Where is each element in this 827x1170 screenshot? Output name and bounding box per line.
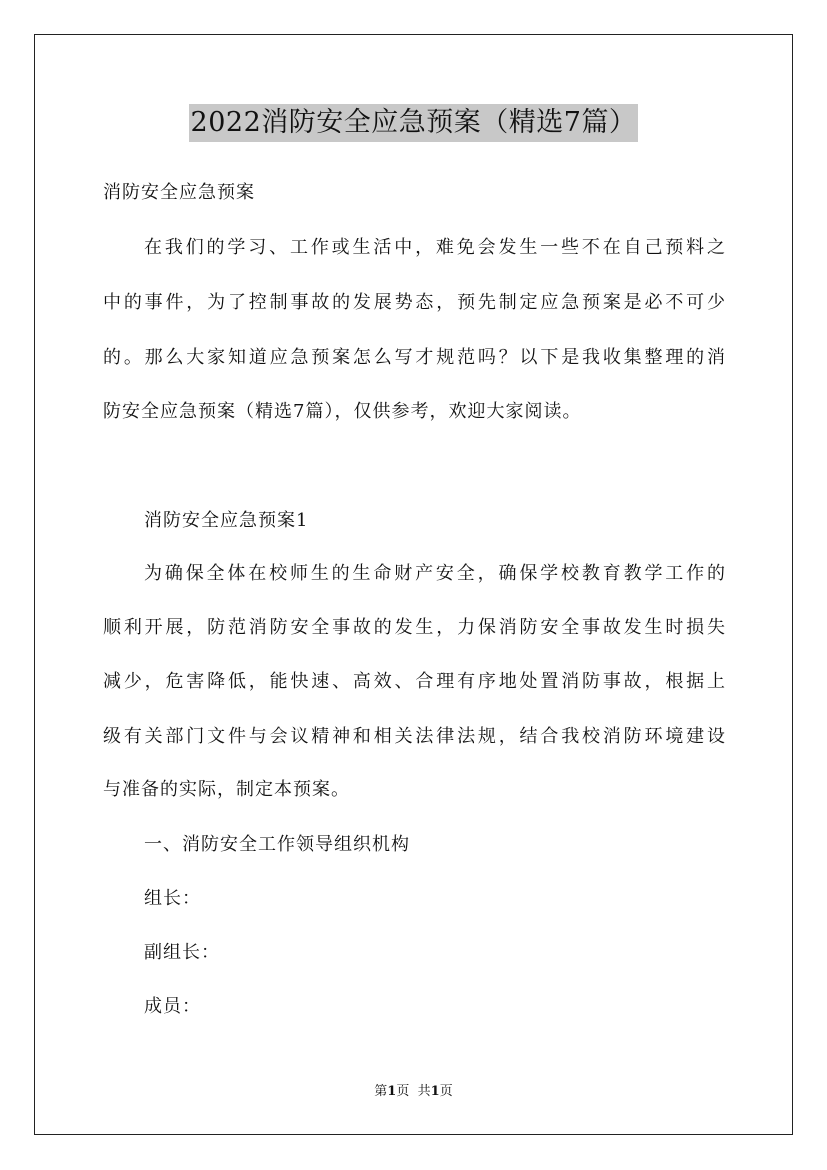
footer-page-prefix: 第 [374,1084,388,1099]
section1-line-2: 顺利开展，防范消防安全事故的发生，力保消防安全事故发生时损失 [103,617,726,638]
section-heading-1: 消防安全应急预案1 [144,510,309,531]
intro-line-2: 中的事件，为了控制事故的发展势态，预先制定应急预案是必不可少 [103,292,726,313]
footer-total-number: 1 [430,1084,440,1099]
org-heading: 一、消防安全工作领导组织机构 [144,834,410,855]
role-deputy: 副组长： [144,942,220,963]
section1-line-4: 级有关部门文件与会议精神和相关法律法规，结合我校消防环境建设 [103,726,726,747]
role-leader: 组长： [144,888,201,909]
footer-total-prefix: 共 [417,1084,431,1099]
intro-line-1: 在我们的学习、工作或生活中，难免会发生一些不在自己预料之 [144,237,726,258]
section1-line-5: 与准备的实际，制定本预案。 [103,779,350,800]
title-container [0,104,827,142]
page-footer [0,1083,827,1101]
footer-page-suffix: 页 [396,1084,410,1099]
footer-page-number: 1 [387,1084,397,1099]
intro-line-4: 防安全应急预案（精选7篇），仅供参考，欢迎大家阅读。 [103,401,582,422]
subtitle: 消防安全应急预案 [103,182,255,203]
role-members: 成员： [144,996,201,1017]
section1-line-3: 减少，危害降低，能快速、高效、合理有序地处置消防事故，根据上 [103,671,726,692]
intro-line-3: 的。那么大家知道应急预案怎么写才规范吗？以下是我收集整理的消 [103,347,726,368]
footer-total-suffix: 页 [439,1084,453,1099]
section1-line-1: 为确保全体在校师生的生命财产安全，确保学校教育教学工作的 [144,563,726,584]
document-title: 2022消防安全应急预案（精选7篇） [189,104,639,142]
